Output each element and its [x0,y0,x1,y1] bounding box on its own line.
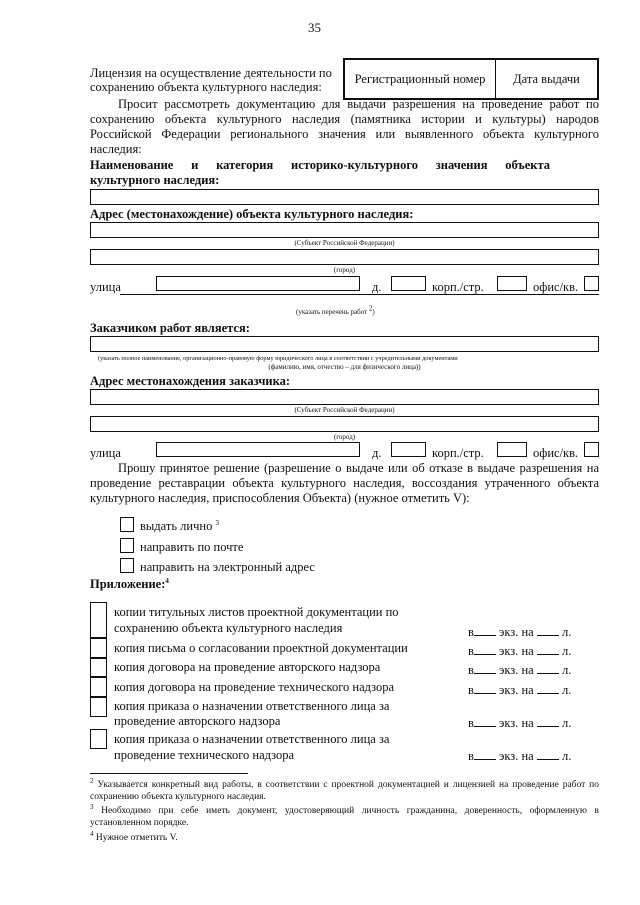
customer-office-label: офис/кв. [533,446,579,460]
object-city-field[interactable] [90,249,599,265]
customer-office-field[interactable] [584,442,599,457]
attachment-checkbox[interactable] [90,729,107,749]
delivery-checkbox-personal[interactable] [120,517,134,532]
address-heading: Адрес (местонахождение) объекта культурного наследия: [90,207,414,221]
attachment-copies: в экз. на л. [468,716,572,730]
attachment-text: копия письма о согласовании проектной документации [114,641,408,655]
object-subject-field[interactable] [90,222,599,238]
object-heading: Наименование и категория историко-культурного значения объекта культурного наследия: [90,158,550,187]
attachment-copies: в экз. на л. [468,749,572,763]
attachment-text: сохранению объекта культурного наследия [114,621,343,635]
attachment-copies: в экз. на л. [468,625,572,639]
customer-street-label: улица [90,446,121,460]
customer-house-field[interactable] [391,442,426,457]
license-table [343,58,599,100]
attachments-heading: Приложение:$^4$ [90,576,169,591]
attachment-text: копия договора на проведение технического надзора [114,680,395,694]
reg-number-cell[interactable]: Регистрационный номер [354,72,486,86]
attachment-copies: в экз. на л. [468,663,572,677]
attachment-text: проведение технического надзора [114,748,295,762]
footnote-3: $^3$ Необходимо при себе иметь документ, удостоверяющий личность гражданина, доверенность, оформленную в установленном порядке. [90,802,599,828]
works-line [120,294,599,295]
customer-city-caption: (город) [333,433,356,441]
customer-subject-caption: (Субъект Российской Федерации) [294,406,395,414]
delivery-checkbox-mail[interactable] [120,538,134,553]
decision-paragraph: Прошу принятое решение (разрешение о выдаче или об отказе в выдаче разрешения на проведение реставрации объекта культурного наследия, воссоздания утраченного объекта культурного наследия, приспособления Объекта) (нужное отметить V): [90,461,599,505]
customer-name-field[interactable] [90,336,599,352]
issue-date-cell[interactable]: Дата выдачи [513,72,580,86]
object-street-field[interactable] [156,276,360,291]
subject-caption: (Субъект Российской Федерации) [294,239,395,247]
footnote-4: $^4$ Нужное отметить V. [90,829,178,843]
attachment-checkbox[interactable] [90,677,107,697]
attachment-text: проведение авторского надзора [114,714,281,728]
object-office-field[interactable] [584,276,599,291]
object-name-field[interactable] [90,189,599,205]
customer-caption-line2: (фамилию, имя, отчество – для физического лица)) [268,363,421,371]
page-number: 35 [308,20,321,35]
delivery-option-mail: направить по почте [140,540,244,554]
customer-house-label: д. [372,446,382,460]
customer-building-field[interactable] [497,442,527,457]
object-office-label: офис/кв. [533,280,579,294]
customer-caption-line1: (указать полное наименование, организационно-правовую форму юридического лица в соответствии с учредительными документами [98,355,458,362]
request-paragraph: Просит рассмотреть документацию для выдачи разрешения на проведение работ по сохранению объекта культурного наследия (памятника истории и культуры) народов Российской Федерации регионального значения или выявленного объекта культурного наследия: [90,97,599,156]
city-caption: (город) [333,266,356,274]
object-house-field[interactable] [391,276,426,291]
license-label-line1: Лицензия на осуществление деятельности по [90,66,332,80]
customer-subject-field[interactable] [90,389,599,405]
delivery-option-email: направить на электронный адрес [140,560,315,574]
customer-street-field[interactable] [156,442,360,457]
attachment-text: копии титульных листов проектной документации по [114,605,399,619]
attachment-copies: в экз. на л. [468,683,572,697]
attachment-copies: в экз. на л. [468,644,572,658]
object-building-field[interactable] [497,276,527,291]
customer-heading: Заказчиком работ является: [90,321,250,335]
attachment-text: копия приказа о назначении ответственного лица за [114,699,390,713]
attachment-checkbox[interactable] [90,697,107,717]
attachment-checkbox[interactable] [90,638,107,658]
attachment-checkbox[interactable] [90,658,107,677]
delivery-option-personal: выдать лично $^3$ [140,518,219,533]
attachment-text: копия приказа о назначении ответственного лица за [114,732,390,746]
footnote-separator [90,773,248,774]
object-street-label: улица [90,280,121,294]
attachment-checkbox[interactable] [90,602,107,638]
object-house-label: д. [372,280,382,294]
works-caption: (указать перечень работ $^2$) [296,304,375,316]
customer-building-label: корп./стр. [432,446,484,460]
footnote-2: $^2$ Указывается конкретный вид работы, в соответствии с проектной документацией и лицензией на проведение работ по сохранению объекта культурного наследия. [90,776,600,802]
license-label-line2: сохранению объекта культурного наследия: [90,80,322,94]
delivery-checkbox-email[interactable] [120,558,134,573]
customer-address-heading: Адрес местонахождения заказчика: [90,374,291,388]
object-building-label: корп./стр. [432,280,484,294]
attachment-text: копия договора на проведение авторского надзора [114,660,381,674]
customer-city-field[interactable] [90,416,599,432]
